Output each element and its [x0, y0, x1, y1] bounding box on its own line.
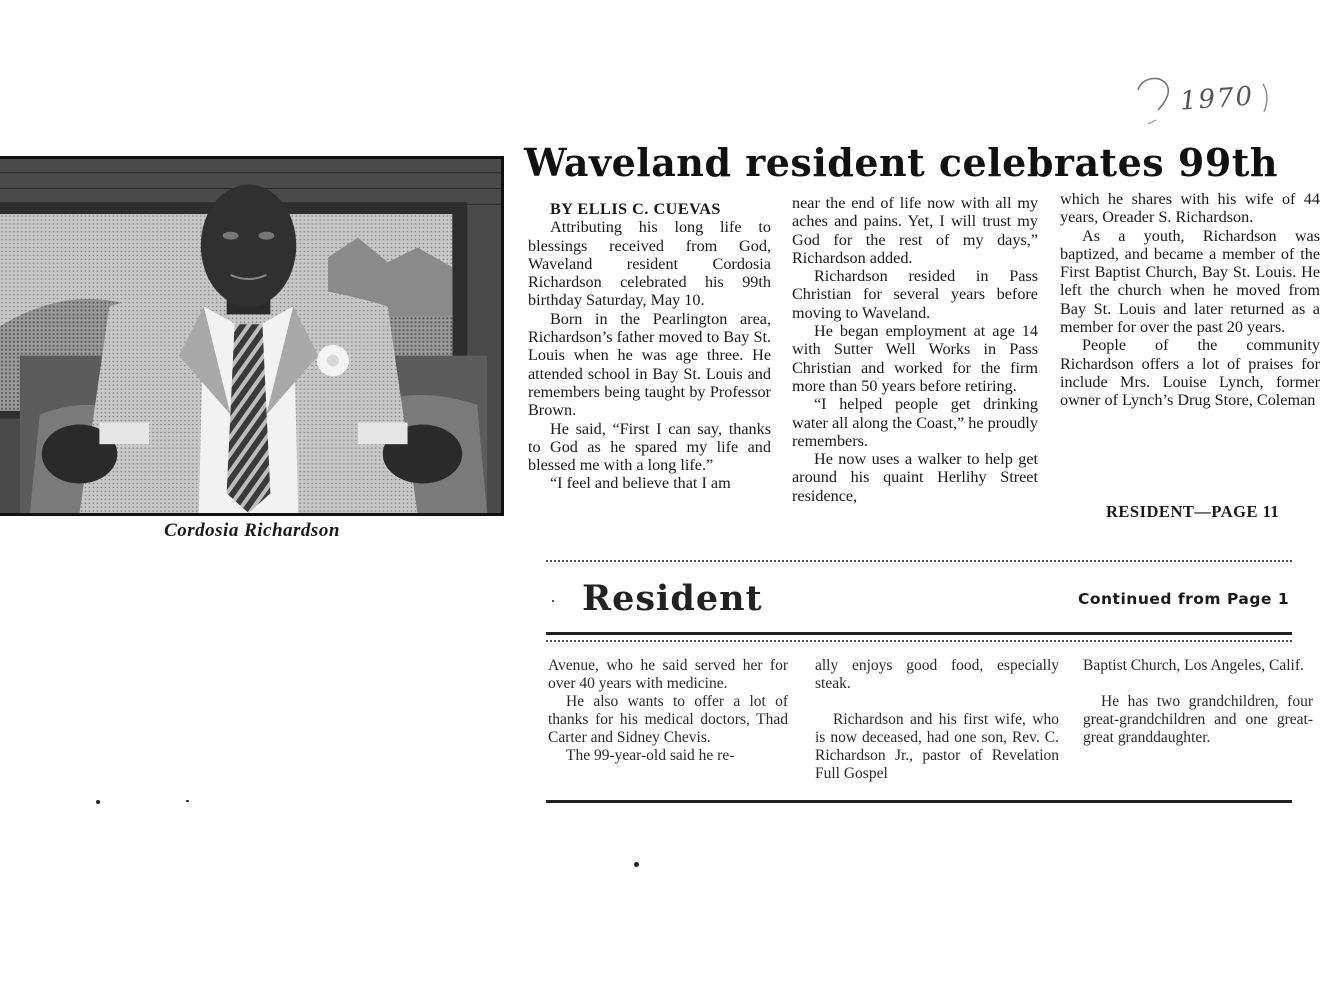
paragraph: Baptist Church, Los Angeles, Calif.	[1083, 657, 1304, 674]
paragraph: People of the community Richardson offers a lot of praises for include Mrs. Louise Lynch, former owner of Lynch’s Drug Store, Coleman	[1060, 336, 1320, 410]
photo-caption: Cordosia Richardson	[164, 520, 340, 541]
separator-rule	[546, 800, 1292, 803]
paragraph: He has two grandchildren, four great-grandchildren and one great-great granddaughter.	[1083, 693, 1313, 746]
paragraph: “I feel and believe that I am	[550, 474, 731, 493]
portrait-photo	[0, 156, 504, 516]
handwritten-date-annotation	[1128, 62, 1278, 142]
article-headline: Waveland resident celebrates 99th	[524, 140, 1278, 185]
continuation-column-2	[815, 657, 1059, 783]
byline: BY ELLIS C. CUEVAS	[550, 200, 721, 218]
paragraph: He began employment at age 14 with Sutter Well Works in Pass Christian and worked for the firm more than 50 years before retiring.	[792, 322, 1038, 395]
paragraph: Richardson resided in Pass Christian for several years before moving to Waveland.	[792, 267, 1038, 322]
continuation-heading: Resident	[582, 578, 763, 619]
jump-line-clip	[1100, 500, 1292, 524]
paragraph: near the end of life now with all my aches and pains. Yet, I will trust my God for the rest of my days,” Richardson added.	[792, 194, 1038, 267]
article-column-2	[792, 194, 1038, 505]
scan-speck	[634, 862, 639, 867]
paragraph: As a youth, Richardson was baptized, and became a member of the First Baptist Church, Bay St. Louis. He left the church when he moved from Bay St. Louis and later returned as a member for over the past 20 years.	[1060, 226, 1320, 337]
paragraph: ally enjoys good food, especially steak.	[815, 657, 1059, 692]
continuation-column-3-clip	[1083, 657, 1313, 787]
paragraph: He now uses a walker to help get around his quaint Herlihy Street residence,	[792, 450, 1038, 505]
paragraph: Richardson and his first wife, who is now deceased, had one son, Rev. C. Richardson Jr., pastor of Revelation Full Gospel	[815, 711, 1059, 782]
continued-from-label: Continued from Page 1	[1078, 590, 1290, 608]
paragraph: which he shares with his wife of 44 years, Oreader S. Richardson.	[1060, 190, 1320, 227]
continuation-column-1	[548, 657, 788, 765]
handwritten-year: 1970	[1179, 81, 1256, 117]
scan-speck	[96, 800, 100, 804]
paragraph: He said, “First I can say, thanks to God as he spared my life and blessed me with a long life.”	[528, 419, 771, 475]
paragraph: The 99-year-old said he re-	[566, 747, 735, 764]
continued-from-clip	[1070, 586, 1292, 612]
continuation-column-3	[1083, 657, 1313, 747]
article-column-3-clip	[1060, 190, 1320, 530]
paragraph: He also wants to offer a lot of thanks for his medical doctors, Thad Carter and Sidney Chevis.	[548, 693, 788, 746]
paragraph: “I helped people get drinking water all along the Coast,” he proudly remembers.	[792, 395, 1038, 450]
scan-speck	[186, 800, 189, 802]
separator-rule	[546, 632, 1292, 635]
article-column-3	[1060, 190, 1320, 410]
scan-speck	[552, 600, 554, 602]
paragraph: Attributing his long life to blessings received from God, Waveland resident Cordosia Richardson celebrated his 99th birthday Saturday, May 10.	[528, 218, 771, 310]
article-column-1	[528, 200, 771, 493]
paragraph: Avenue, who he said served her for over 40 years with medicine.	[548, 657, 788, 692]
separator-rule	[546, 640, 1292, 642]
separator-rule	[546, 560, 1292, 562]
portrait-illustration	[0, 159, 501, 513]
jump-line: RESIDENT—PAGE 11	[1106, 502, 1280, 521]
paragraph: Born in the Pearlington area, Richardson’s father moved to Bay St. Louis when he was age three. He attended school in Bay St. Louis and remembers being taught by Professor Brown.	[528, 309, 771, 420]
